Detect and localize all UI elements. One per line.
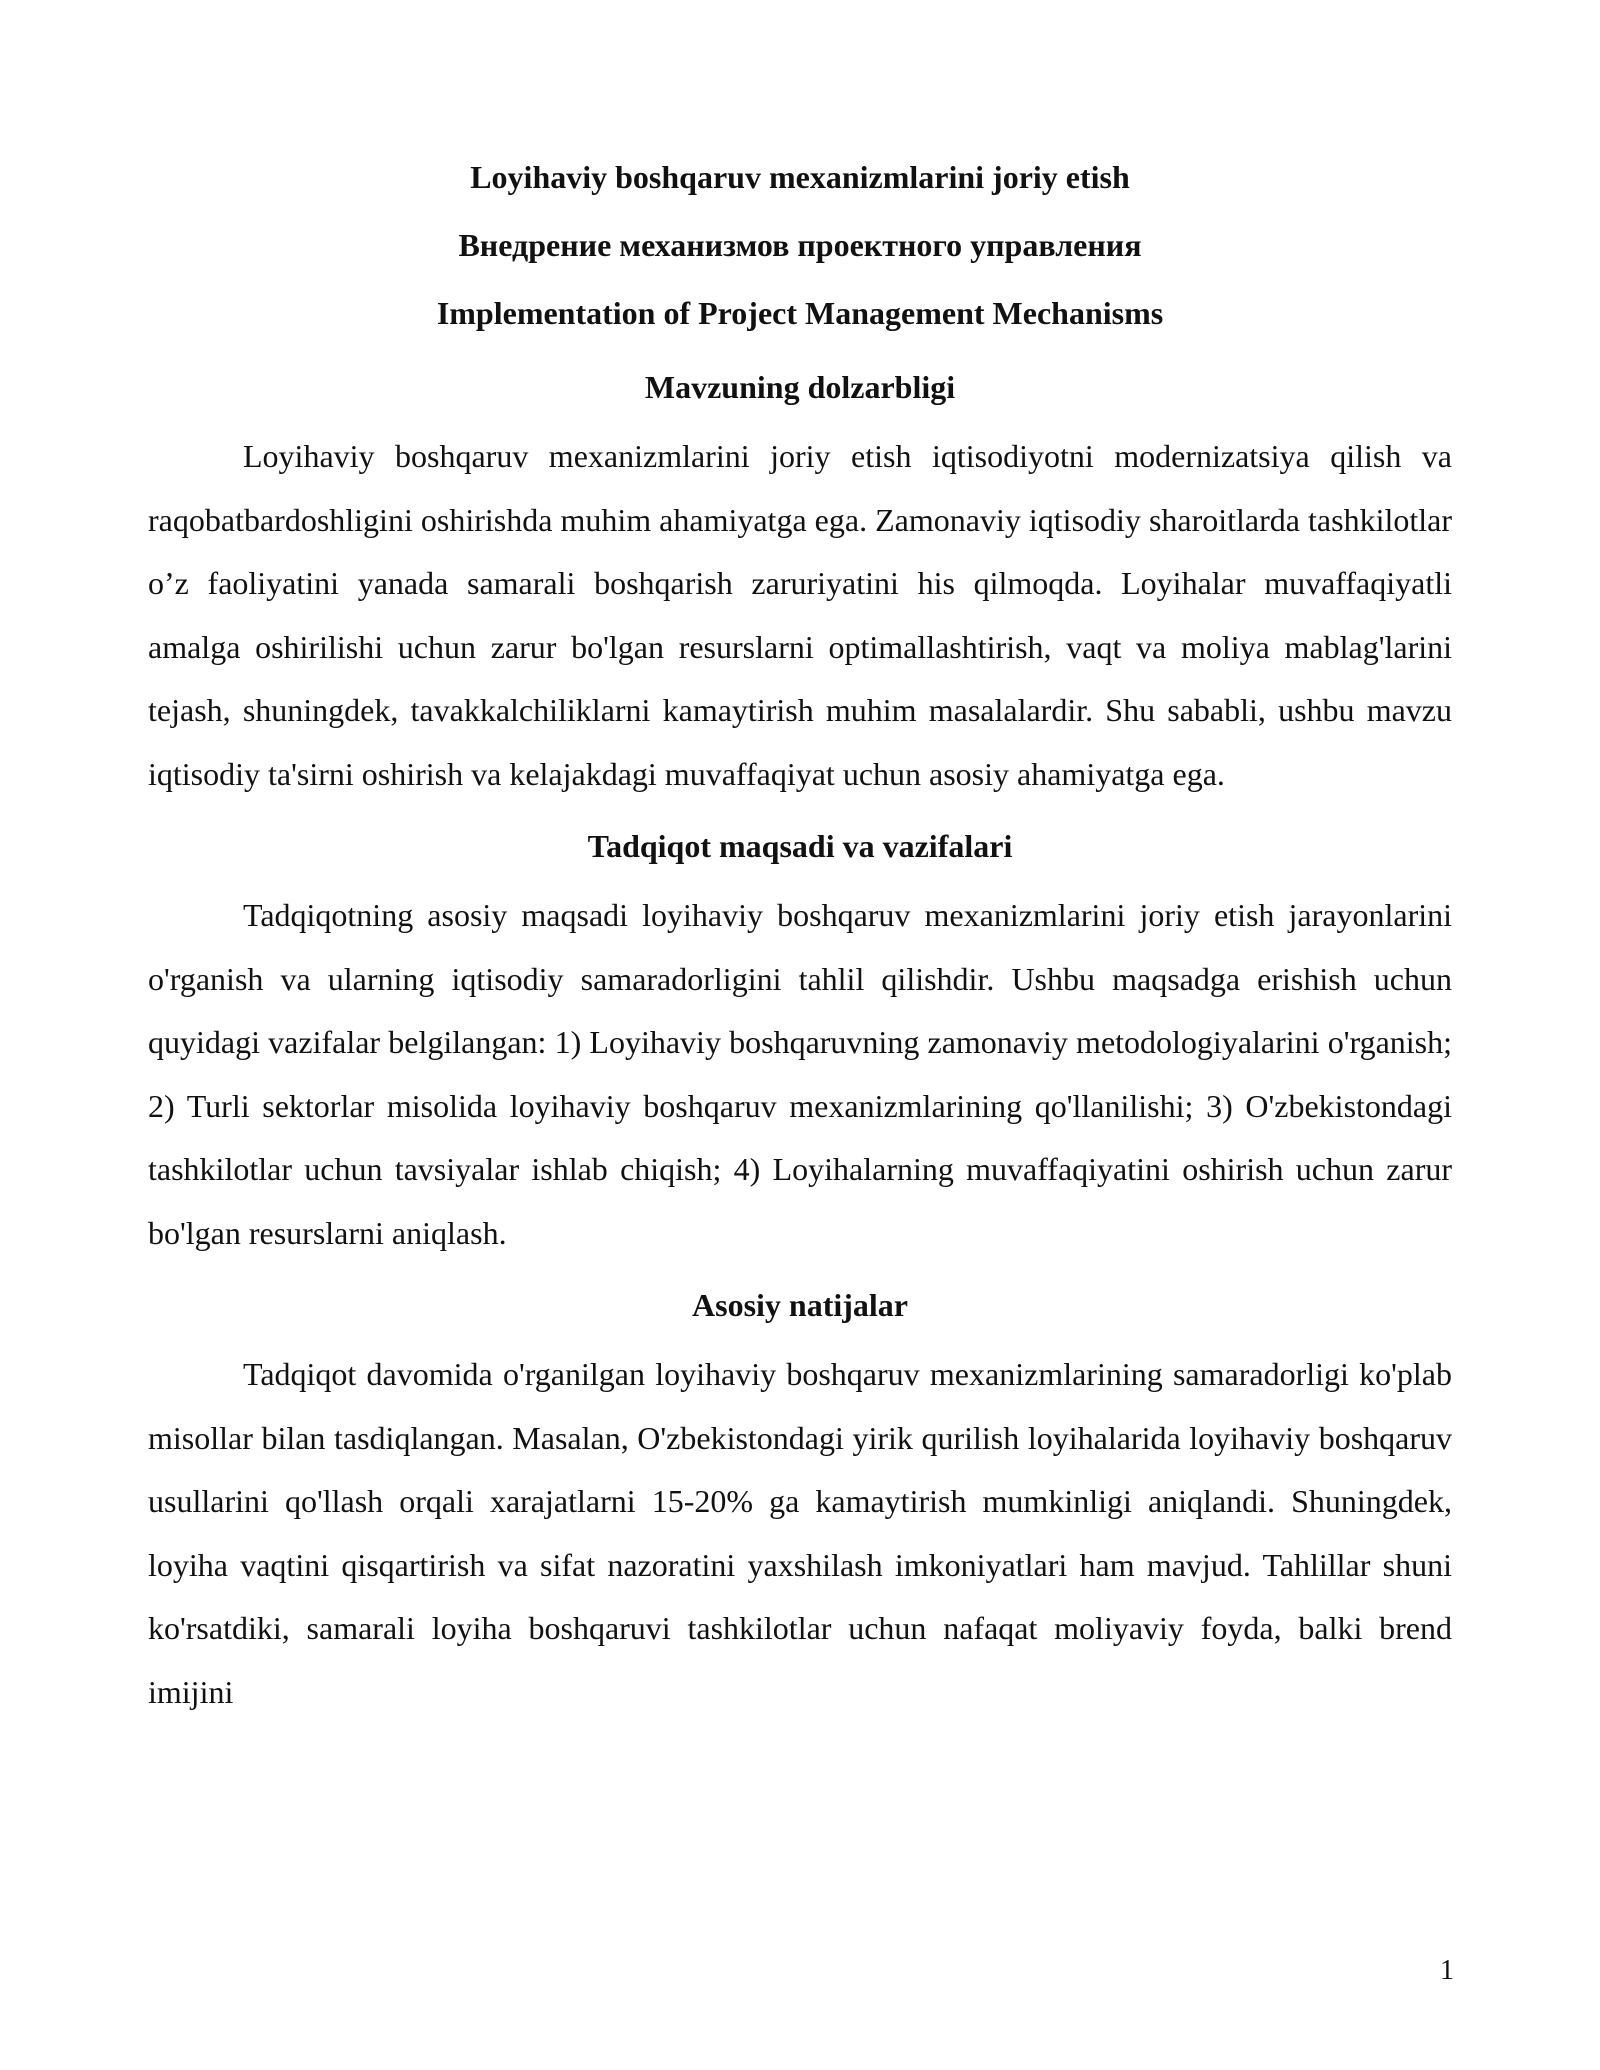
section-paragraph: Tadqiqot davomida o'rganilgan loyihaviy boshqaruv mexanizmlarining samaradorligi ko'plab misollar bilan tasdiqlangan. Masalan, O'zbekistondagi yirik qurilish loyihalarida loyihaviy boshqaruv usullarini qo'llash orqali xarajatlarni 15-20% ga kamaytirish mumkinligi aniqlandi. Shuningdek, loyiha vaqtini qisqartirish va sifat nazoratini yaxshilash imkoniyatlari ham mavjud. Tahlillar shuni ko'rsatdiki, samarali loyiha boshqaruvi tashkilotlar uchun nafaqat moliyaviy foyda, balki brend imijini bbox=[148, 1356, 1452, 1710]
section-goals bbox=[148, 826, 1452, 1265]
title-block bbox=[148, 143, 1452, 347]
section-paragraph: Tadqiqotning asosiy maqsadi loyihaviy boshqaruv mexanizmlarini joriy etish jarayonlarini o'rganish va ularning iqtisodiy samaradorligini tahlil qilishdir. Ushbu maqsadga erishish uchun quyidagi vazifalar belgilangan: 1) Loyihaviy boshqaruvning zamonaviy metodologiyalarini o'rganish; 2) Turli sektorlar misolida loyihaviy boshqaruv mexanizmlarining qo'llanilishi; 3) O'zbekistondagi tashkilotlar uchun tavsiyalar ishlab chiqish; 4) Loyihalarning muvaffaqiyatini oshirish uchun zarur bo'lgan resurslarni aniqlash. bbox=[148, 897, 1452, 1251]
section-relevance bbox=[148, 367, 1452, 806]
section-results bbox=[148, 1285, 1452, 1724]
section-heading: Tadqiqot maqsadi va vazifalari bbox=[587, 828, 1013, 864]
section-paragraph: Loyihaviy boshqaruv mexanizmlarini joriy etish iqtisodiyotni modernizatsiya qilish va raqobatbardoshligini oshirishda muhim ahamiyatga ega. Zamonaviy iqtisodiy sharoitlarda tashkilotlar o’z faoliyatini yanada samarali boshqarish zaruriyatini his qilmoqda. Loyihalar muvaffaqiyatli amalga oshirilishi uchun zarur bo'lgan resurslarni optimallashtirish, vaqt va moliya mablag'larini tejash, shuningdek, tavakkalchiliklarni kamaytirish muhim masalalardir. Shu sababli, ushbu mavzu iqtisodiy ta'sirni oshirish va kelajakdagi muvaffaqiyat uchun asosiy ahamiyatga ega. bbox=[148, 438, 1452, 792]
title-russian: Внедрение механизмов проектного управления bbox=[458, 227, 1142, 263]
document-page bbox=[148, 143, 1452, 1724]
page-number: 1 bbox=[1440, 1955, 1454, 1986]
section-heading: Asosiy natijalar bbox=[692, 1287, 908, 1323]
section-heading: Mavzuning dolzarbligi bbox=[644, 369, 956, 405]
title-english: Implementation of Project Management Mechanisms bbox=[436, 295, 1164, 331]
title-uzbek: Loyihaviy boshqaruv mexanizmlarini joriy etish bbox=[470, 159, 1130, 195]
